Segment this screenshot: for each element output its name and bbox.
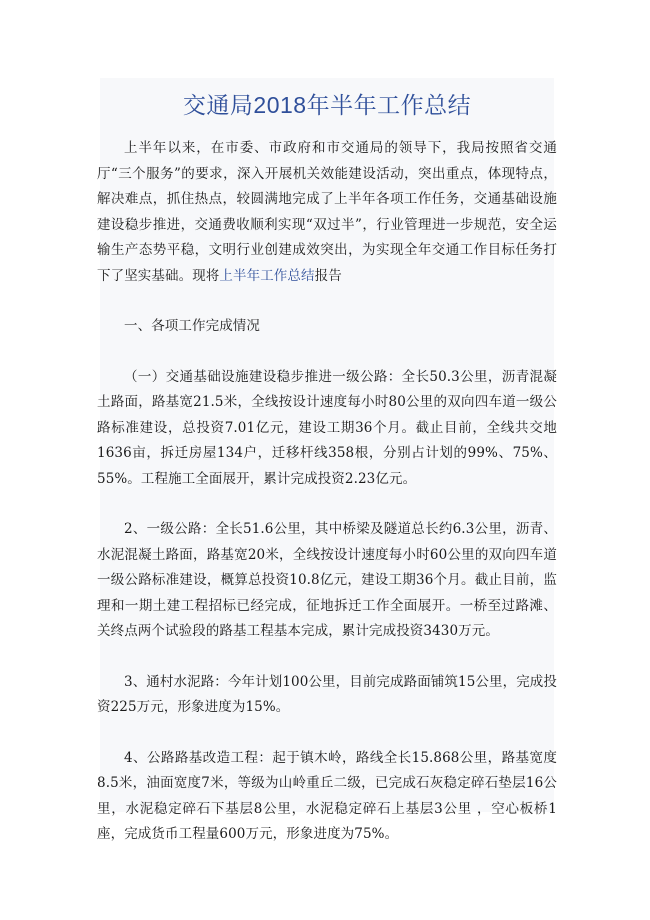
paragraph-village-road: 3、通村水泥路：今年计划100公里，目前完成路面铺筑15公里，完成投资225万元，形象进度为15%。 [97,673,557,715]
paragraph-infrastructure: （一）交通基础设施建设稳步推进一级公路：全长50.3公里，沥青混凝土路面，路基宽21.5米，全线按设计速度每小时80公里的双向四车道一级公路标准建设，总投资7.01亿元，建设工期36个月。截止目前，全线共交地1636亩，拆迁房屋134户，迁移杆线358根，分别占计划的99%、75%、55%。工程施工全面展开，累计完成投资2.23亿元。 [97,368,557,487]
paragraph-roadbed-upgrade: 4、公路路基改造工程：起于镇木岭，路线全长15.868公里，路基宽度8.5米，油面宽度7米，等级为山岭重丘二级，已完成石灰稳定碎石垫层16公里，水泥稳定碎石下基层8公里，水泥稳定碎石上基层3公里 ，空心板桥1座，完成货币工程量600万元，形象进度为75%。 [97,749,557,842]
summary-link[interactable]: 上半年工作总结 [219,267,315,284]
intro-text: 上半年以来，在市委、市政府和市交通局的领导下，我局按照省交通厅“三个服务”的要求，深入开展机关效能建设活动，突出重点，体现特点，解决难点，抓住热点，较圆满地完成了上半年各项工作任务，交通基础设施建设稳步推进，交通费收顺利实现“双过半”，行业管理进一步规范，安全运输生产态势平稳，文明行业创建成效突出，为实现全年交通工作目标任务打下了坚实基础。现将 [97,140,557,284]
intro-paragraph [97,136,557,289]
paragraph-highway-2: 2、一级公路：全长51.6公里，其中桥梁及隧道总长约6.3公里，沥青、水泥混凝土路面，路基宽20米，全线按设计速度每小时60公里的双向四车道一级公路标准建设，概算总投资10.8亿元，建设工期36个月。截止目前，监理和一期土建工程招标已经完成，征地拆迁工作全面展开。一桥至过路滩、关终点两个试验段的路基工程基本完成，累计完成投资3430万元。 [97,521,557,639]
document-title: 交通局2018年半年工作总结 [182,92,472,118]
intro-suffix: 报告 [314,267,342,284]
document-body [97,78,557,848]
section-heading: 一、各项工作完成情况 [124,318,260,334]
